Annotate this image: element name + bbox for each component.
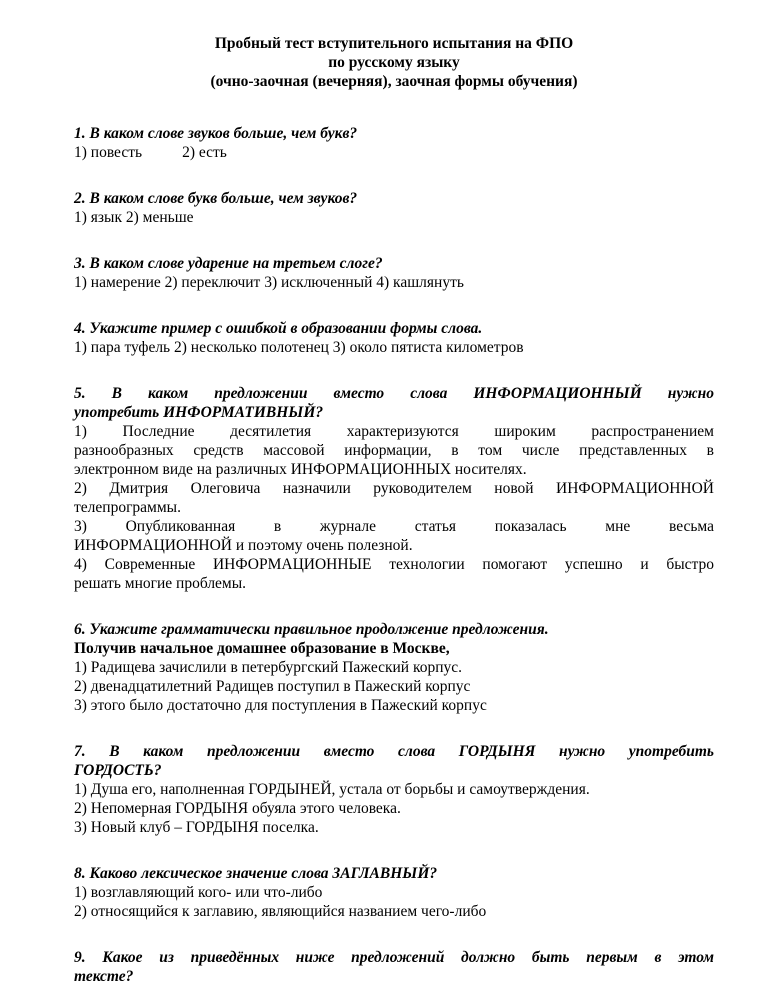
question-title: 9. Какое из приведённых ниже предложений должно быть первым в этом bbox=[74, 949, 714, 966]
answer-options: 1) пара туфель 2) несколько полотенец 3) около пятиста километров bbox=[74, 339, 524, 356]
answer-options: 1) намерение 2) переключит 3) исключенный 4) кашлянуть bbox=[74, 274, 464, 291]
document-header bbox=[74, 34, 714, 91]
question-9 bbox=[74, 948, 714, 986]
document-page bbox=[74, 30, 714, 986]
answer-option-line: телепрограммы. bbox=[74, 499, 181, 516]
question-title: 5. В каком предложении вместо слова ИНФОРМАЦИОННЫЙ нужно bbox=[74, 385, 714, 402]
question-title-continued: ГОРДОСТЬ? bbox=[74, 762, 162, 779]
answer-option: 1) повесть bbox=[74, 144, 143, 161]
question-8 bbox=[74, 864, 714, 921]
answer-option: 2) двенадцатилетний Радищев поступил в Пажеский корпус bbox=[74, 678, 471, 695]
question-title: 3. В каком слове ударение на третьем слоге? bbox=[74, 255, 383, 272]
answer-option: 2) относящийся к заглавию, являющийся названием чего-либо bbox=[74, 903, 487, 920]
header-subject: по русскому языку bbox=[328, 54, 460, 71]
answer-option: 1) Душа его, наполненная ГОРДЫНЕЙ, устала от борьбы и самоутверждения. bbox=[74, 781, 590, 798]
question-7 bbox=[74, 742, 714, 837]
header-study-forms: (очно-заочная (вечерняя), заочная формы обучения) bbox=[210, 73, 578, 90]
answer-option-line: электронном виде на различных ИНФОРМАЦИОННЫХ носителях. bbox=[74, 461, 527, 478]
question-5 bbox=[74, 384, 714, 593]
answer-options: 1) язык 2) меньше bbox=[74, 209, 194, 226]
answer-option-line: 3) Опубликованная в журнале статья показалась мне весьма bbox=[74, 518, 714, 535]
answer-option-line: решать многие проблемы. bbox=[74, 575, 247, 592]
question-title: 6. Укажите грамматически правильное продолжение предложения. bbox=[74, 621, 549, 638]
answer-option-line: 2) Дмитрия Олеговича назначили руководителем новой ИНФОРМАЦИОННОЙ bbox=[74, 480, 714, 497]
question-title: 1. В каком слове звуков больше, чем букв? bbox=[74, 125, 358, 142]
question-3 bbox=[74, 254, 714, 292]
question-title-continued: употребить ИНФОРМАТИВНЫЙ? bbox=[74, 404, 324, 421]
answer-option: 1) Радищева зачислили в петербургский Пажеский корпус. bbox=[74, 659, 462, 676]
answer-option-line: 4) Современные ИНФОРМАЦИОННЫЕ технологии помогают успешно и быстро bbox=[74, 556, 714, 573]
question-title: 2. В каком слове букв больше, чем звуков? bbox=[74, 190, 358, 207]
question-title: 8. Каково лексическое значение слова ЗАГЛАВНЫЙ? bbox=[74, 865, 438, 882]
question-6 bbox=[74, 620, 714, 715]
answer-option: 3) этого было достаточно для поступления в Пажеский корпус bbox=[74, 697, 487, 714]
question-stem: Получив начальное домашнее образование в Москве, bbox=[74, 640, 450, 657]
question-title: 7. В каком предложении вместо слова ГОРДЫНЯ нужно употребить bbox=[74, 743, 714, 760]
answer-option-line: ИНФОРМАЦИОННОЙ и поэтому очень полезной. bbox=[74, 537, 413, 554]
question-2 bbox=[74, 189, 714, 227]
header-title: Пробный тест вступительного испытания на ФПО bbox=[214, 35, 574, 52]
answer-option: 3) Новый клуб – ГОРДЫНЯ поселка. bbox=[74, 819, 319, 836]
answer-option: 2) Непомерная ГОРДЫНЯ обуяла этого человека. bbox=[74, 800, 401, 817]
question-title: 4. Укажите пример с ошибкой в образовании формы слова. bbox=[74, 320, 483, 337]
answer-option-line: 1) Последние десятилетия характеризуются широким распространением bbox=[74, 423, 714, 440]
question-4 bbox=[74, 319, 714, 357]
question-title-continued: тексте? bbox=[74, 968, 134, 985]
question-1 bbox=[74, 124, 714, 162]
answer-option-line: разнообразных средств массовой информации, в том числе представленных в bbox=[74, 442, 714, 459]
answer-option: 1) возглавляющий кого- или что-либо bbox=[74, 884, 323, 901]
answer-options bbox=[74, 143, 714, 162]
answer-option: 2) есть bbox=[182, 144, 227, 161]
